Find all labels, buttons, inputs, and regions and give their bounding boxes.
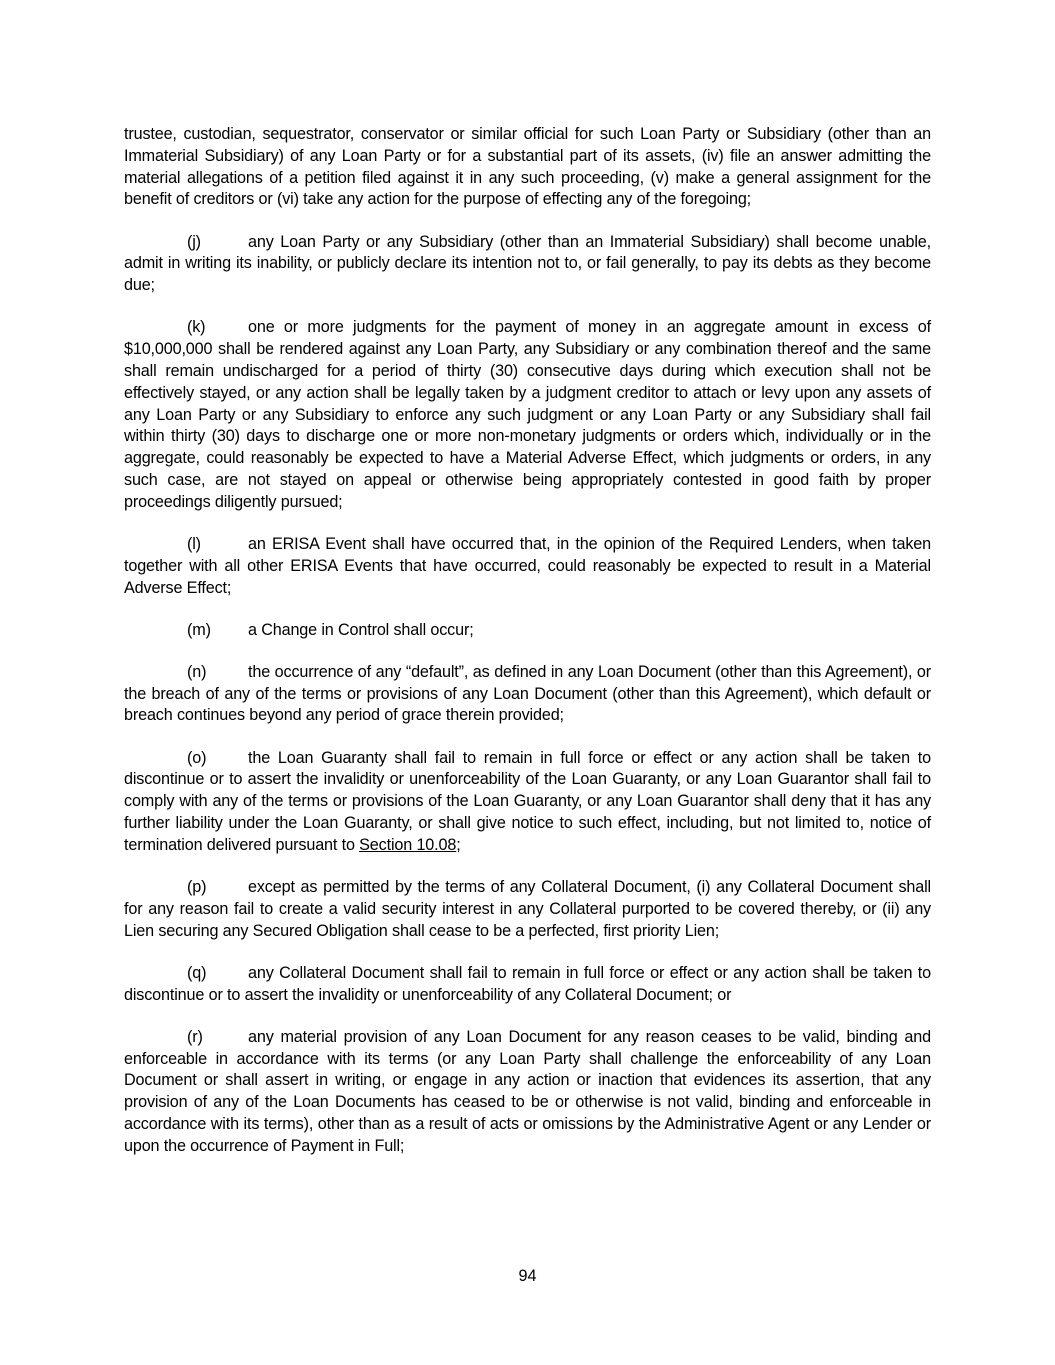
clause-text: except as permitted by the terms of any Collateral Document, (i) any Collateral Document shall for any reason fail to create a valid security interest in any Collateral purported to be covered thereby, or (ii) any Lien securing any Secured Obligation shall cease to be a perfected, first priority Lien; [124, 878, 931, 940]
page-number: 94 [518, 1267, 537, 1285]
clause-label: (o) [187, 748, 207, 767]
clause-text: the occurrence of any “default”, as defined in any Loan Document (other than this Agreement), or the breach of any of the terms or provisions of any Loan Document (other than this Agreement), which default or breach continues beyond any period of grace therein provided; [124, 662, 931, 725]
clause-o [124, 748, 931, 857]
clause-text: any material provision of any Loan Document for any reason ceases to be valid, binding and enforceable in accordance with its terms (or any Loan Party shall challenge the enforceability of any Loan Document or shall assert in writing, or engage in any action or inaction that evidences its assertion, that any provision of any of the Loan Documents has ceased to be or otherwise is not valid, binding and enforceable in accordance with its terms), other than as a result of acts or omissions by the Administrative Agent or any Lender or upon the occurrence of Payment in Full; [124, 1027, 931, 1155]
clause-text: a Change in Control shall occur; [248, 620, 474, 639]
clause-m [124, 620, 931, 642]
clause-label: (n) [187, 662, 207, 681]
clause-label: (p) [187, 878, 207, 897]
paragraph-continuation [124, 124, 931, 211]
clause-j [124, 232, 931, 297]
clause-label: (l) [187, 534, 201, 553]
clause-label: (m) [187, 620, 211, 639]
clause-k [124, 317, 931, 513]
clause-text: one or more judgments for the payment of money in an aggregate amount in excess of $10,000,000 shall be rendered against any Loan Party, any Subsidiary or any combination thereof and the same shall remain undischarged for a period of thirty (30) consecutive days during which execution shall not be effectively stayed, or any action shall be legally taken by a judgment creditor to attach or levy upon any assets of any Loan Party or any Subsidiary to enforce any such judgment or any Loan Party or any Subsidiary shall fail within thirty (30) days to discharge one or more non-monetary judgments or orders which, individually or in the aggregate, could reasonably be expected to have a Material Adverse Effect, which judgments or orders, in any such case, are not stayed on appeal or otherwise being appropriately contested in good faith by proper proceedings diligently pursued; [124, 318, 931, 511]
clause-text-end: ; [456, 835, 461, 854]
section-reference-link[interactable]: Section 10.08 [359, 835, 457, 854]
clause-label: (j) [187, 232, 201, 251]
clause-l [124, 534, 931, 599]
clause-q [124, 963, 931, 1007]
clause-r [124, 1027, 931, 1158]
clause-label: (q) [187, 963, 207, 982]
clause-text: the Loan Guaranty shall fail to remain in full force or effect or any action shall be taken to discontinue or to assert the invalidity or unenforceability of the Loan Guaranty, or any Loan Guarantor shall fail to comply with any of the terms or provisions of the Loan Guaranty, or any Loan Guarantor shall deny that it has any further liability under the Loan Guaranty, or shall give notice to such effect, including, but not limited to, notice of termination delivered pursuant to [124, 748, 931, 854]
paragraph-text: trustee, custodian, sequestrator, conservator or similar official for such Loan Party or Subsidiary (other than an Immaterial Subsidiary) of any Loan Party or for a substantial part of its assets, (iv) file an answer admitting the material allegations of a petition filed against it in any such proceeding, (v) make a general assignment for the benefit of creditors or (vi) take any action for the purpose of effecting any of the foregoing; [124, 125, 931, 209]
clause-label: (r) [187, 1027, 203, 1046]
clause-text: any Collateral Document shall fail to remain in full force or effect or any action shall be taken to discontinue or to assert the invalidity or unenforceability of any Collateral Document; or [124, 963, 931, 1004]
clause-p [124, 877, 931, 942]
clause-text: any Loan Party or any Subsidiary (other than an Immaterial Subsidiary) shall become unable, admit in writing its inability, or publicly declare its intention not to, or fail generally, to pay its debts as they become due; [124, 232, 931, 295]
clause-text: an ERISA Event shall have occurred that, in the opinion of the Required Lenders, when taken together with all other ERISA Events that have occurred, could reasonably be expected to result in a Material Adverse Effect; [124, 534, 931, 597]
clause-n [124, 662, 931, 727]
document-body [124, 124, 931, 1178]
clause-label: (k) [187, 318, 206, 337]
